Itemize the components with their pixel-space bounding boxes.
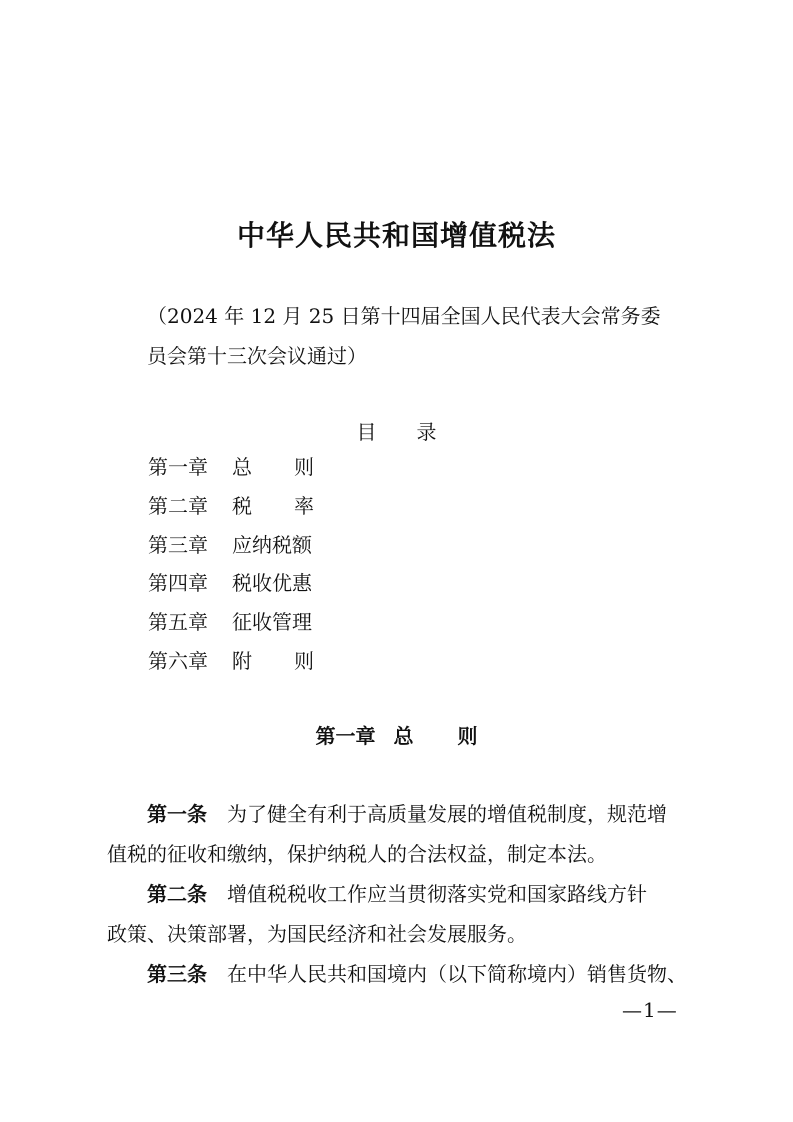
chapter-name: 总 则	[393, 724, 478, 748]
toc-chapter-number: 第六章	[148, 648, 208, 673]
article-1-line-2	[107, 834, 693, 874]
article-1-line-1	[107, 794, 693, 834]
article-3-line-1	[107, 954, 693, 994]
toc-chapter-number: 第三章	[148, 532, 208, 557]
adoption-note-line-1: （2024 年 12 月 25 日第十四届全国人民代表大会常务委	[147, 304, 661, 328]
article-1-text-cont: 值税的征收和缴纳，保护纳税人的合法权益，制定本法。	[107, 842, 607, 866]
article-2-line-1	[107, 874, 693, 914]
article-3-text: 在中华人民共和国境内（以下简称境内）销售货物、	[227, 962, 687, 986]
article-2-label: 第二条	[147, 882, 207, 906]
chapter-number: 第一章	[315, 724, 376, 748]
toc-item-chapter-4[interactable]	[148, 564, 314, 603]
adoption-note-line-2: 员会第十三次会议通过）	[147, 344, 367, 368]
toc-chapter-name: 税收优惠	[232, 571, 312, 596]
toc-chapter-number: 第二章	[148, 493, 208, 518]
law-title: 中华人民共和国增值税法	[236, 219, 556, 252]
toc-chapter-name: 总 则	[232, 455, 314, 479]
article-2-text: 增值税税收工作应当贯彻落实党和国家路线方针	[227, 882, 647, 906]
table-of-contents	[148, 448, 314, 681]
article-1-text: 为了健全有利于高质量发展的增值税制度，规范增	[227, 802, 667, 826]
adoption-note	[147, 296, 667, 376]
toc-chapter-name: 税 率	[232, 493, 314, 518]
toc-heading-char-1: 目	[356, 420, 377, 444]
article-2-text-cont: 政策、决策部署，为国民经济和社会发展服务。	[107, 922, 527, 946]
toc-chapter-number: 第四章	[148, 571, 208, 596]
toc-chapter-name: 附 则	[232, 648, 314, 673]
toc-item-chapter-6[interactable]	[148, 642, 314, 681]
chapter-heading	[0, 720, 793, 749]
page-number: —1—	[622, 998, 678, 1022]
toc-heading	[0, 416, 793, 445]
toc-chapter-name: 征收管理	[232, 610, 312, 635]
toc-heading-char-2: 录	[416, 420, 437, 444]
toc-chapter-number: 第五章	[148, 610, 208, 635]
article-2-line-2	[107, 914, 693, 954]
toc-chapter-name: 应纳税额	[232, 532, 312, 557]
toc-item-chapter-1[interactable]	[148, 448, 314, 487]
article-1-label: 第一条	[147, 802, 207, 826]
toc-item-chapter-3[interactable]	[148, 526, 314, 565]
toc-chapter-number: 第一章	[148, 455, 208, 479]
article-body	[107, 794, 693, 994]
toc-item-chapter-2[interactable]	[148, 487, 314, 526]
toc-item-chapter-5[interactable]	[148, 603, 314, 642]
article-3-label: 第三条	[147, 962, 207, 986]
